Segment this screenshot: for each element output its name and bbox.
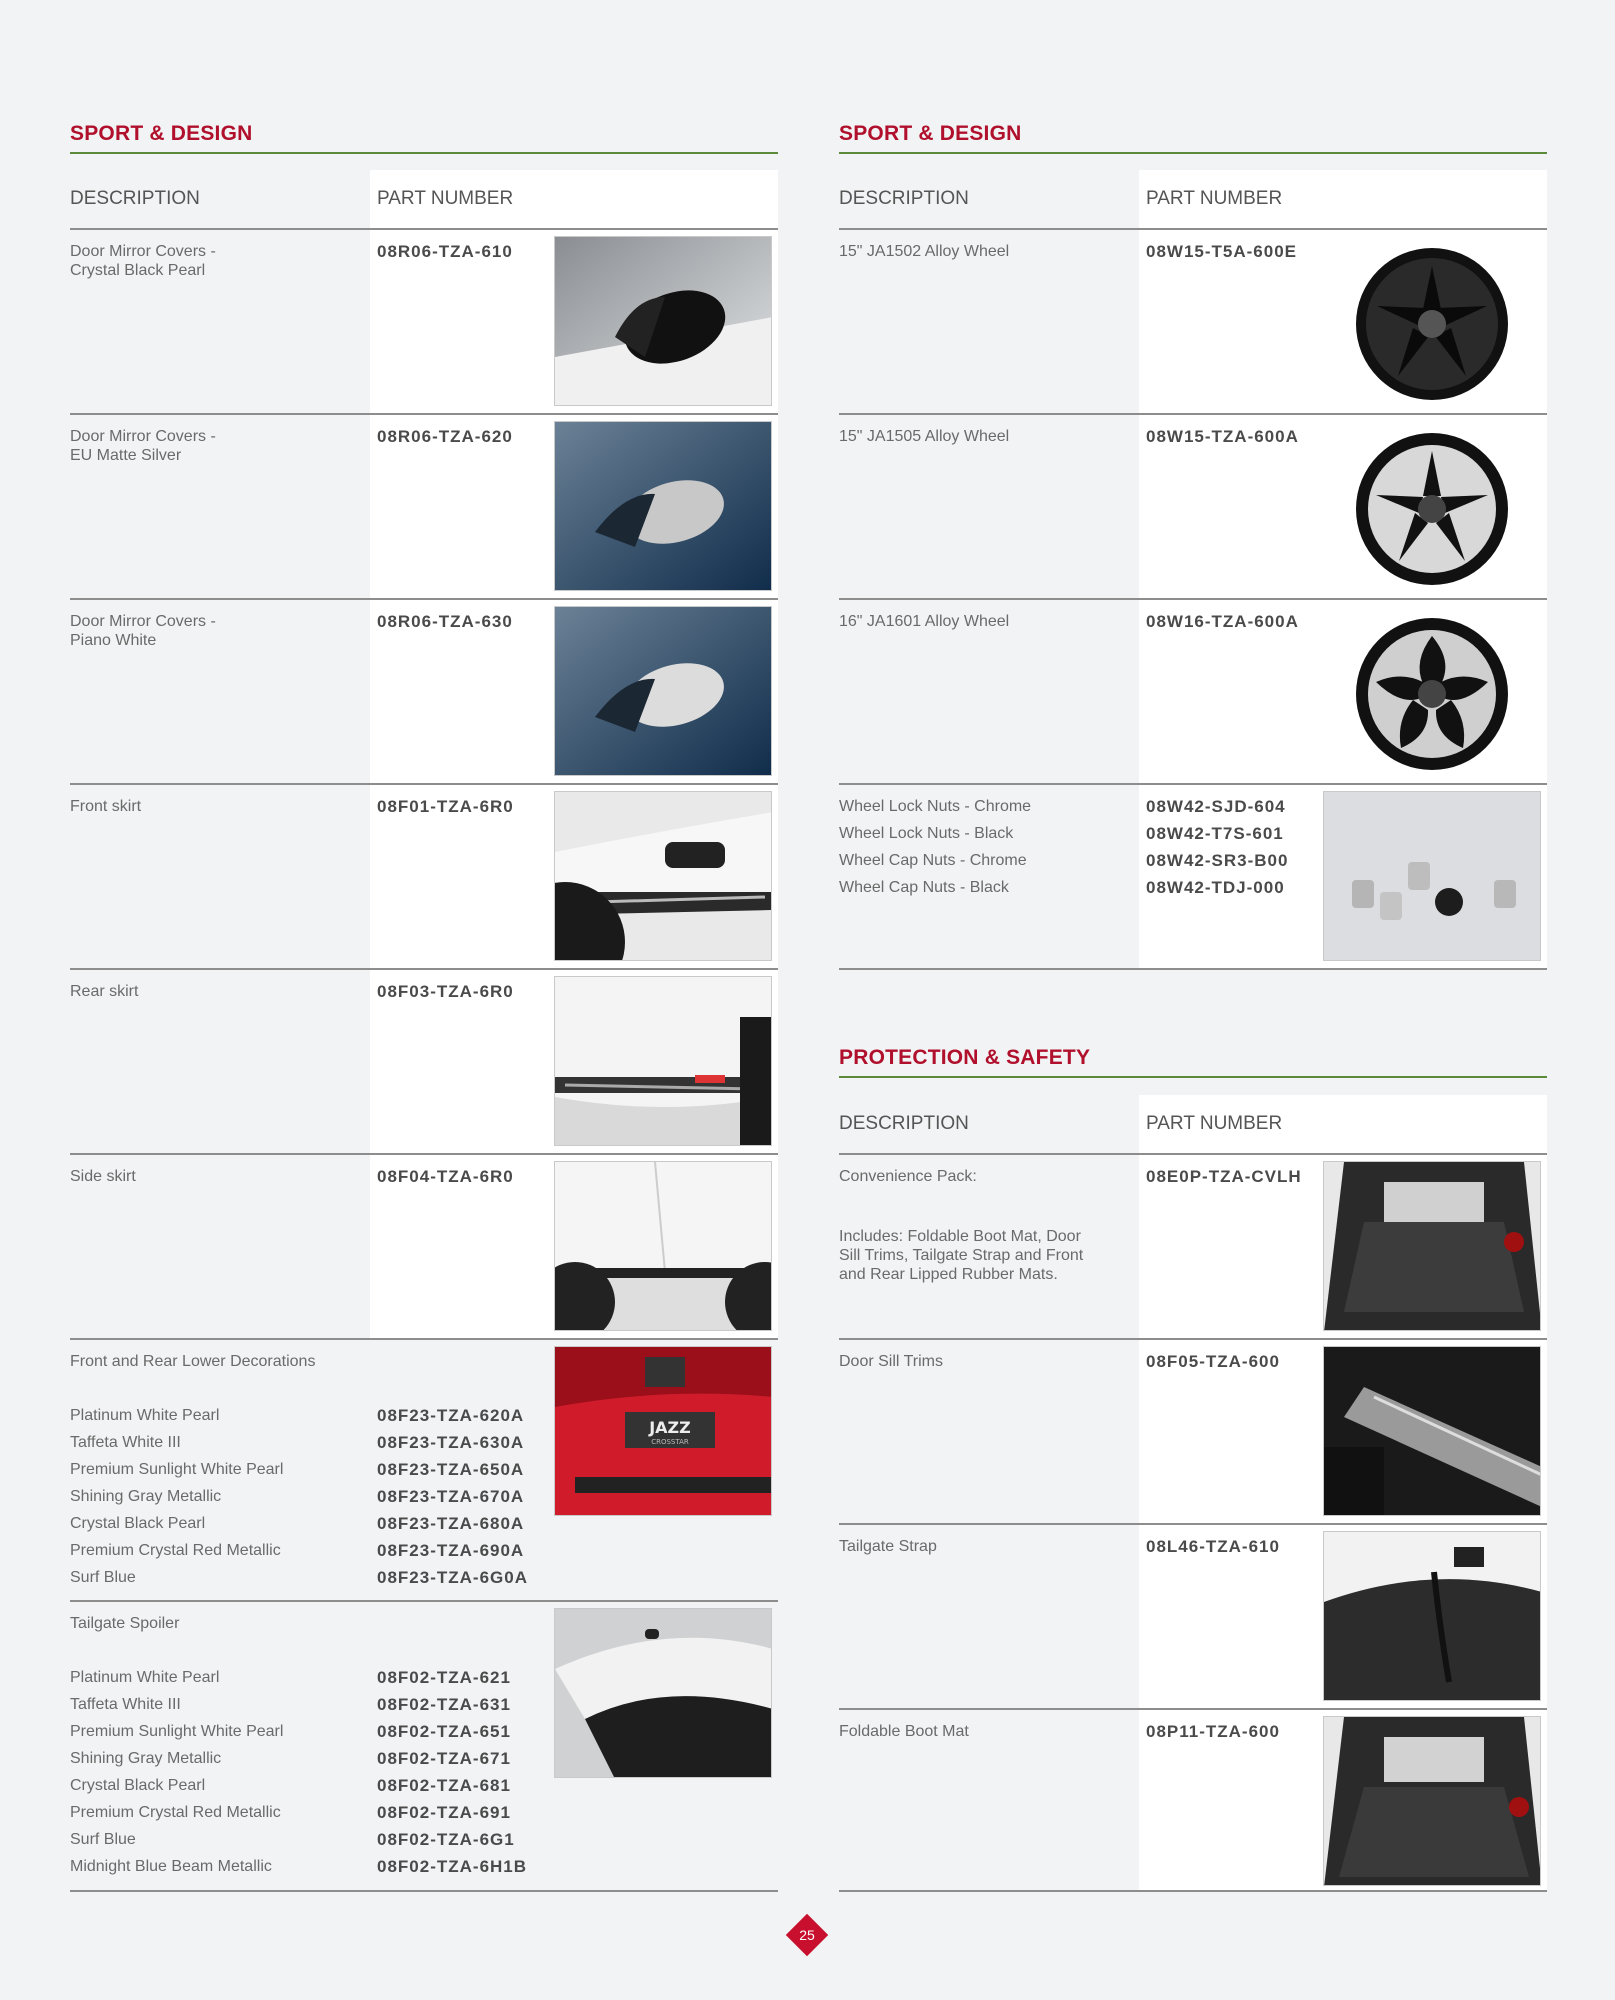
variant-color: Taffeta White III: [70, 1696, 181, 1713]
part-number: 08F05-TZA-600: [1146, 1352, 1280, 1371]
part-number: 08E0P-TZA-CVLH: [1146, 1167, 1302, 1186]
row-description: Door Mirror Covers - Piano White: [70, 613, 216, 649]
header-part-number: PART NUMBER: [1146, 1113, 1283, 1134]
row-description: Front and Rear Lower Decorations: [70, 1353, 316, 1370]
table-row: [70, 1155, 778, 1340]
row-description: 15" JA1502 Alloy Wheel: [839, 243, 1010, 260]
header-part-number: PART NUMBER: [377, 188, 514, 209]
table-row: [839, 1525, 1547, 1710]
tailgate-strap-image: [1323, 1531, 1541, 1701]
part-number: 08P11-TZA-600: [1146, 1722, 1280, 1741]
row-description: Tailgate Strap: [839, 1538, 937, 1555]
variant-color: Crystal Black Pearl: [70, 1515, 206, 1532]
wheel-nuts-image: [1323, 791, 1541, 961]
section-title-protection-safety: PROTECTION & SAFETY: [839, 1038, 1547, 1078]
variant-color: Platinum White Pearl: [70, 1669, 220, 1686]
row-description: 15" JA1505 Alloy Wheel: [839, 428, 1010, 445]
mirror-cover-silver-image: [554, 421, 772, 591]
table-row-tailgate-spoiler: [70, 1602, 778, 1892]
table-row: [839, 600, 1547, 785]
part-number: 08L46-TZA-610: [1146, 1537, 1280, 1556]
variant-color: Platinum White Pearl: [70, 1407, 220, 1424]
part-number: 08R06-TZA-630: [377, 612, 513, 631]
part-number: 08W16-TZA-600A: [1146, 612, 1299, 631]
variant-part-number: 08F02-TZA-691: [377, 1803, 511, 1822]
table-row-lock-nuts: [839, 785, 1547, 970]
lock-nut-description: Wheel Cap Nuts - Black: [839, 879, 1009, 896]
jazz-plate-text: JAZZ: [649, 1418, 691, 1437]
tailgate-spoiler-image: [554, 1608, 772, 1778]
rear-skirt-image: [554, 976, 772, 1146]
table-row: [70, 970, 778, 1155]
wheel-ja1505-image: [1323, 421, 1541, 591]
table-row: [70, 600, 778, 785]
table-row: [839, 230, 1547, 415]
table-row: [839, 415, 1547, 600]
row-description: Convenience Pack:: [839, 1168, 977, 1185]
row-description: Side skirt: [70, 1168, 136, 1185]
variant-part-number: 08F02-TZA-621: [377, 1668, 511, 1687]
mirror-cover-white-image: [554, 606, 772, 776]
variant-part-number: 08F23-TZA-630A: [377, 1433, 525, 1452]
page-number: 25: [799, 1927, 815, 1943]
header-description: DESCRIPTION: [839, 188, 969, 209]
front-skirt-image: [554, 791, 772, 961]
variant-part-number: 08F23-TZA-620A: [377, 1406, 525, 1425]
part-number: 08R06-TZA-620: [377, 427, 513, 446]
variant-part-number: 08F02-TZA-6H1B: [377, 1857, 528, 1876]
variant-part-number: 08F02-TZA-651: [377, 1722, 511, 1741]
row-description: Rear skirt: [70, 983, 139, 1000]
variant-color: Premium Crystal Red Metallic: [70, 1542, 281, 1559]
part-number: 08W15-T5A-600E: [1146, 242, 1298, 261]
table-header: [839, 1095, 1547, 1155]
table-row: [839, 1710, 1547, 1892]
variant-color: Surf Blue: [70, 1831, 136, 1848]
side-skirt-image: [554, 1161, 772, 1331]
table-row-convenience-pack: [839, 1155, 1547, 1340]
variant-color: Surf Blue: [70, 1569, 136, 1586]
row-description: 16" JA1601 Alloy Wheel: [839, 613, 1010, 630]
row-description: Foldable Boot Mat: [839, 1723, 969, 1740]
section-title-sport-design: SPORT & DESIGN: [70, 114, 778, 154]
variant-color: Taffeta White III: [70, 1434, 181, 1451]
variant-part-number: 08F02-TZA-631: [377, 1695, 511, 1714]
part-number: 08F03-TZA-6R0: [377, 982, 514, 1001]
row-description: Door Mirror Covers - Crystal Black Pearl: [70, 243, 216, 279]
row-description: Front skirt: [70, 798, 142, 815]
wheel-ja1502-image: [1323, 236, 1541, 406]
lock-nut-description: Wheel Cap Nuts - Chrome: [839, 852, 1027, 869]
table-header: [70, 170, 778, 230]
table-row: [70, 230, 778, 415]
lock-nut-description: Wheel Lock Nuts - Chrome: [839, 798, 1032, 815]
table-row: [70, 785, 778, 970]
variant-color: Shining Gray Metallic: [70, 1750, 222, 1767]
mirror-cover-black-image: [554, 236, 772, 406]
part-number: 08R06-TZA-610: [377, 242, 513, 261]
boot-mat-image: [1323, 1716, 1541, 1886]
table-row: [839, 1340, 1547, 1525]
variant-part-number: 08F23-TZA-670A: [377, 1487, 525, 1506]
convenience-pack-image: [1323, 1161, 1541, 1331]
row-description: Tailgate Spoiler: [70, 1615, 180, 1632]
crosstar-plate-text: CROSSTAR: [651, 1438, 689, 1446]
door-sill-image: [1323, 1346, 1541, 1516]
row-description: Door Sill Trims: [839, 1353, 944, 1370]
variant-part-number: 08F02-TZA-671: [377, 1749, 511, 1768]
variant-color: Midnight Blue Beam Metallic: [70, 1858, 272, 1875]
wheel-ja1601-image: [1323, 606, 1541, 776]
variant-color: Premium Sunlight White Pearl: [70, 1461, 284, 1478]
convenience-includes: Includes: Foldable Boot Mat, Door Sill Trims, Tailgate Strap and Front and Rear Lipped Rubber Mats.: [839, 1228, 1084, 1283]
part-number: 08F01-TZA-6R0: [377, 797, 514, 816]
lock-nut-part-number: 08W42-SR3-B00: [1146, 851, 1289, 870]
part-number: 08F04-TZA-6R0: [377, 1167, 514, 1186]
part-number: 08W15-TZA-600A: [1146, 427, 1299, 446]
variant-part-number: 08F02-TZA-6G1: [377, 1830, 515, 1849]
lower-decorations-image: [554, 1346, 772, 1516]
lock-nut-description: Wheel Lock Nuts - Black: [839, 825, 1014, 842]
section-title-sport-design-wheels: SPORT & DESIGN: [839, 114, 1547, 154]
header-part-number: PART NUMBER: [1146, 188, 1283, 209]
header-description: DESCRIPTION: [70, 188, 200, 209]
variant-part-number: 08F23-TZA-690A: [377, 1541, 525, 1560]
lock-nut-part-number: 08W42-SJD-604: [1146, 797, 1286, 816]
variant-part-number: 08F23-TZA-680A: [377, 1514, 525, 1533]
variant-color: Premium Sunlight White Pearl: [70, 1723, 284, 1740]
table-row: [70, 415, 778, 600]
lock-nut-part-number: 08W42-TDJ-000: [1146, 878, 1285, 897]
variant-part-number: 08F02-TZA-681: [377, 1776, 511, 1795]
table-header: [839, 170, 1547, 230]
lock-nut-part-number: 08W42-T7S-601: [1146, 824, 1284, 843]
variant-color: Shining Gray Metallic: [70, 1488, 222, 1505]
variant-color: Crystal Black Pearl: [70, 1777, 206, 1794]
header-description: DESCRIPTION: [839, 1113, 969, 1134]
variant-part-number: 08F23-TZA-6G0A: [377, 1568, 528, 1587]
variant-color: Premium Crystal Red Metallic: [70, 1804, 281, 1821]
table-row-lower-decorations: [70, 1340, 778, 1602]
row-description: Door Mirror Covers - EU Matte Silver: [70, 428, 216, 464]
variant-part-number: 08F23-TZA-650A: [377, 1460, 525, 1479]
